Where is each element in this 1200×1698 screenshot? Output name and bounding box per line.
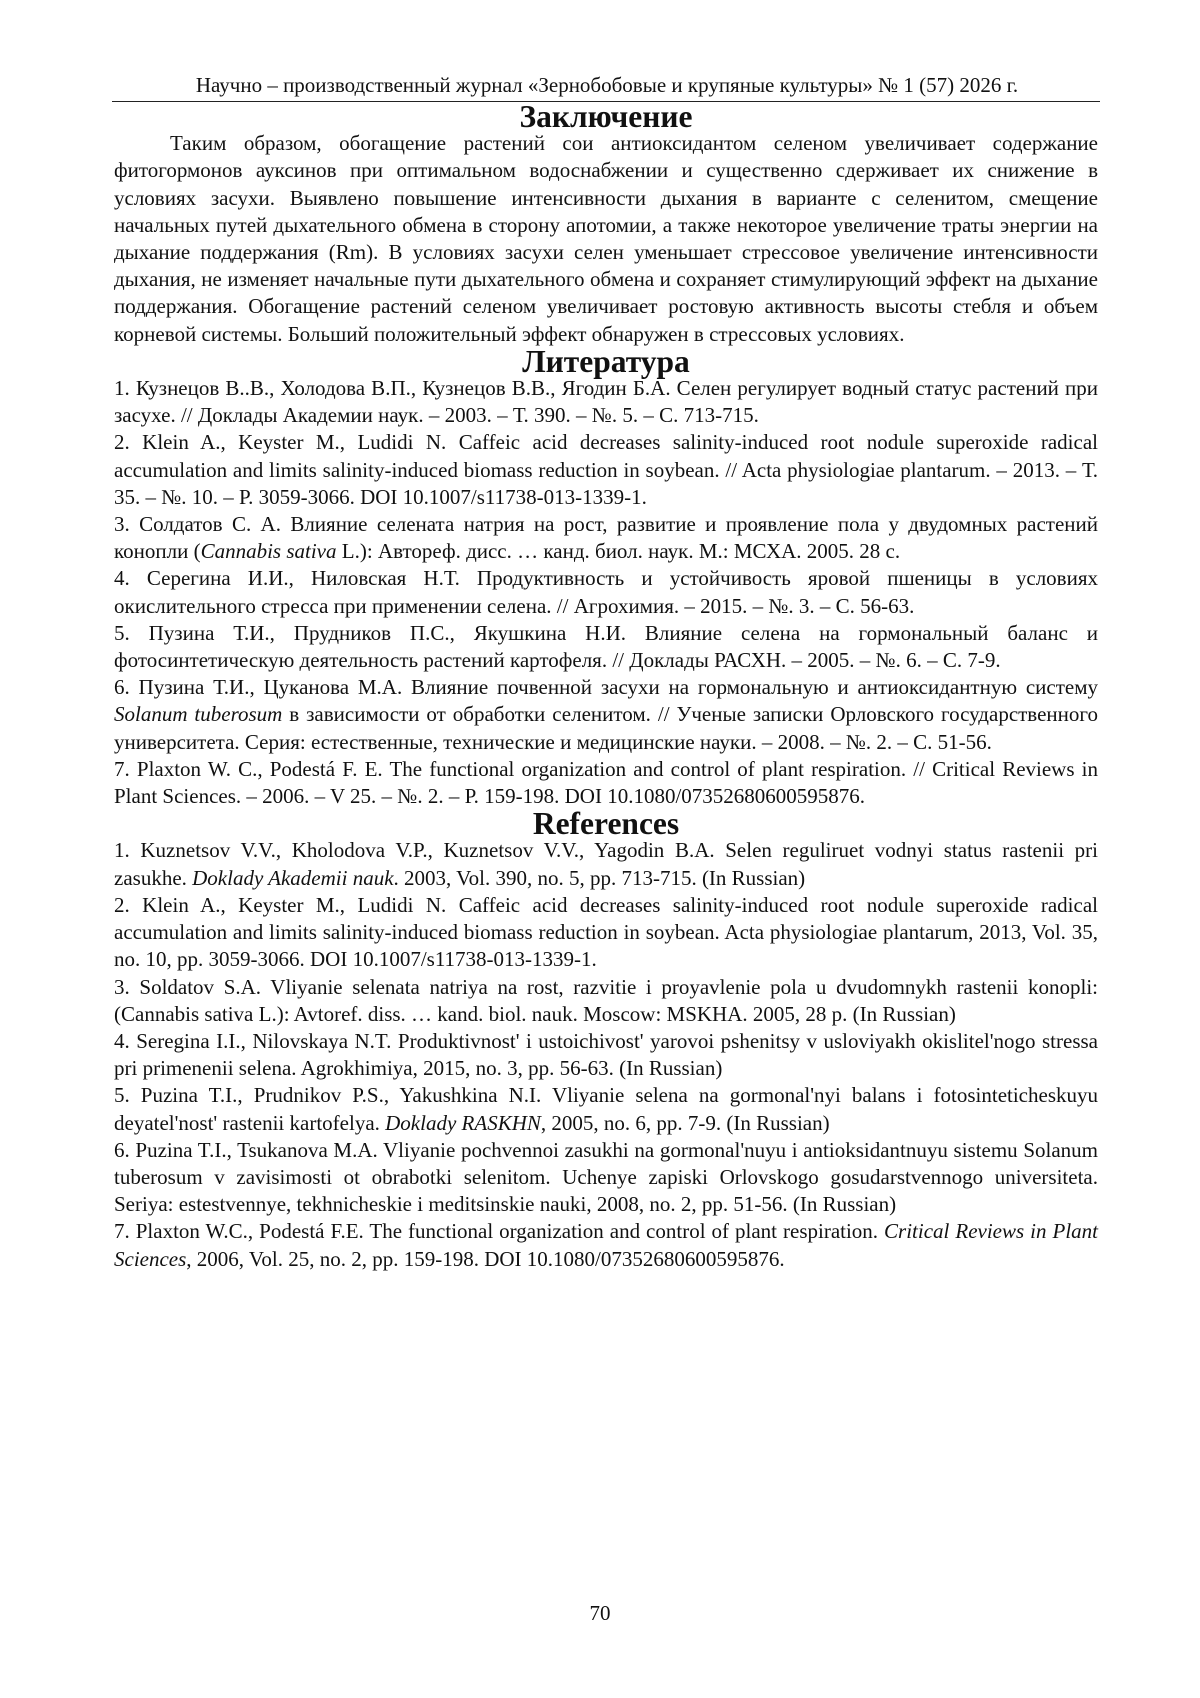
ref-text: , 2005, no. 6, pp. 7-9. (In Russian) [540,1110,830,1135]
reference-item [114,1082,1098,1136]
ref-italic-text: Cannabis sativa [200,539,337,564]
running-head: Научно – производственный журнал «Зернобобовые и крупяные культуры» № 1 (57) 2026 г. [195,73,1019,97]
ref-text: 7. Plaxton W.C., Podestá F.E. The functional organization and control of plant respiration. [114,1219,885,1244]
literature-item: 7. Plaxton W. C., Podestá F. E. The functional organization and control of plant respiration. // Critical Reviews in Plant Sciences. – 2006. – V 25. – №. 2. – Р. 159-198. DOI 10.1080/07352680600595876. [114,756,1098,809]
ref-italic-text: Critical Reviews in Plant Sciences [114,1219,1098,1271]
reference-item: 3. Soldatov S.A. Vliyanie selenata natriya na rost, razvitie i proyavlenie pola u dvudomnykh rastenii konopli: (Cannabis sativa L.): Avtoref. diss. … kand. biol. nauk. Moscow: MSKHA. 2005, 28 p. (In Russian) [114,974,1098,1026]
page-number: 70 [589,1601,611,1625]
page-content [114,99,1098,1273]
ref-italic-text: Solanum tuberosum [114,702,283,727]
ref-italic-text: Doklady RASKHN [385,1110,541,1135]
literature-item [114,674,1098,756]
literature-item: 1. Кузнецов В..В., Холодова В.П., Кузнецов В.В., Ягодин Б.А. Селен регулирует водный статус растений при засухе. // Доклады Академии наук. – 2003. – Т. 390. – №. 5. – С. 713-715. [114,376,1098,428]
ref-text: 1. Kuznetsov V.V., Kholodova V.P., Kuznetsov V.V., Yagodin B.A. Selen reguliruet vodnyi status rastenii pri zasukhe. [114,838,1098,890]
reference-item: 4. Seregina I.I., Nilovskaya N.T. Produktivnost' i ustoichivost' yarovoi pshenitsy v usloviyakh okislitel'nogo stressa pri primenenii selena. Agrokhimiya, 2015, no. 3, pp. 56-63. (In Russian) [114,1028,1098,1081]
literature-heading: Литература [522,343,690,379]
conclusion-heading: Заключение [519,99,693,134]
ref-text: 5. Puzina T.I., Prudnikov P.S., Yakushkina N.I. Vliyanie selena na gormonal'nyi balans i fotosinteticheskuyu deyatel'nost' rastenii kartofelya. [114,1083,1098,1135]
conclusion-section [114,99,1098,348]
literature-item [114,511,1098,565]
ref-text: 6. Пузина Т.И., Цуканова М.А. Влияние почвенной засухи на гормональную и антиоксидантную систему [114,675,1098,700]
reference-item [114,1218,1098,1272]
literature-section [114,343,1098,810]
literature-item: 4. Серегина И.И., Ниловская Н.Т. Продуктивность и устойчивость яровой пшеницы в условиях окислительного стресса при применении селена. // Агрохимия. – 2015. – №. 3. – С. 56-63. [114,566,1098,618]
ref-text: . 2003, Vol. 390, no. 5, pp. 713-715. (In Russian) [393,865,806,890]
ref-text: L.): Автореф. дисс. … канд. биол. наук. М.: МСХА. 2005. 28 с. [336,539,901,564]
ref-text: , 2006, Vol. 25, no. 2, pp. 159-198. DOI 10.1080/07352680600595876. [186,1246,785,1271]
reference-item: 6. Puzina T.I., Tsukanova M.A. Vliyanie pochvennoi zasukhi na gormonal'nuyu i antioksidantnuyu sistemu Solanum tuberosum v zavisimosti ot obrabotki selenitom. Uchenye zapiski Orlovskogo gosudarstvennogo universiteta. Seriya: estestvennye, tekhnicheskie i meditsinskie nauki, 2008, no. 2, pp. 51-56. (In Russian) [114,1137,1098,1217]
conclusion-paragraph: Таким образом, обогащение растений сои антиоксидантом селеном увеличивает содержание фитогормонов ауксинов при оптимальном водоснабжении и существенно сдерживает их снижение в условиях засухи. Выявлено повышение интенсивности дыхания в варианте с селенитом, смещение начальных путей дыхательного обмена в сторону апотомии, а также некоторое увеличение траты энергии на дыхание поддержания (Rm). В условиях засухи селен уменьшает стрессовое увеличение интенсивности дыхания, не изменяет начальные пути дыхательного обмена и сохраняет стимулирующий эффект на дыхание поддержания. Обогащение растений селеном увеличивает ростовую активность высоты стебля и объем корневой системы. Больший положительный эффект обнаружен в стрессовых условиях. [114,131,1098,346]
reference-item: 2. Klein A., Keyster M., Ludidi N. Caffeic acid decreases salinity-induced root nodule superoxide radical accumulation and limits salinity-induced biomass reduction in soybean. Acta physiologiae plantarum, 2013, Vol. 35, no. 10, pp. 3059-3066. DOI 10.1007/s11738-013-1339-1. [114,892,1098,972]
ref-text: в зависимости от обработки селенитом. // Ученые записки Орловского государственного университета. Серия: естественные, технические и медицинские науки. – 2008. – №. 2. – С. 51-56. [114,702,1098,754]
references-heading: References [532,806,680,842]
literature-item: 2. Klein A., Keyster M., Ludidi N. Caffeic acid decreases salinity-induced root nodule superoxide radical accumulation and limits salinity-induced biomass reduction in soybean. // Acta physiologiae plantarum. – 2013. – Т. 35. – №. 10. – Р. 3059-3066. DOI 10.1007/s11738-013-1339-1. [114,430,1098,509]
reference-item [114,837,1098,891]
ref-text: 3. Солдатов С. А. Влияние селената натрия на рост, развитие и проявление пола у двудомных растений конопли ( [114,512,1098,564]
ref-italic-text: Doklady Akademii nauk [192,865,394,890]
references-section [114,806,1098,1272]
literature-item: 5. Пузина Т.И., Прудников П.С., Якушкина Н.И. Влияние селена на гормональный баланс и фотосинтетическую деятельность растений картофеля. // Доклады РАСХН. – 2005. – №. 6. – С. 7-9. [114,620,1098,673]
